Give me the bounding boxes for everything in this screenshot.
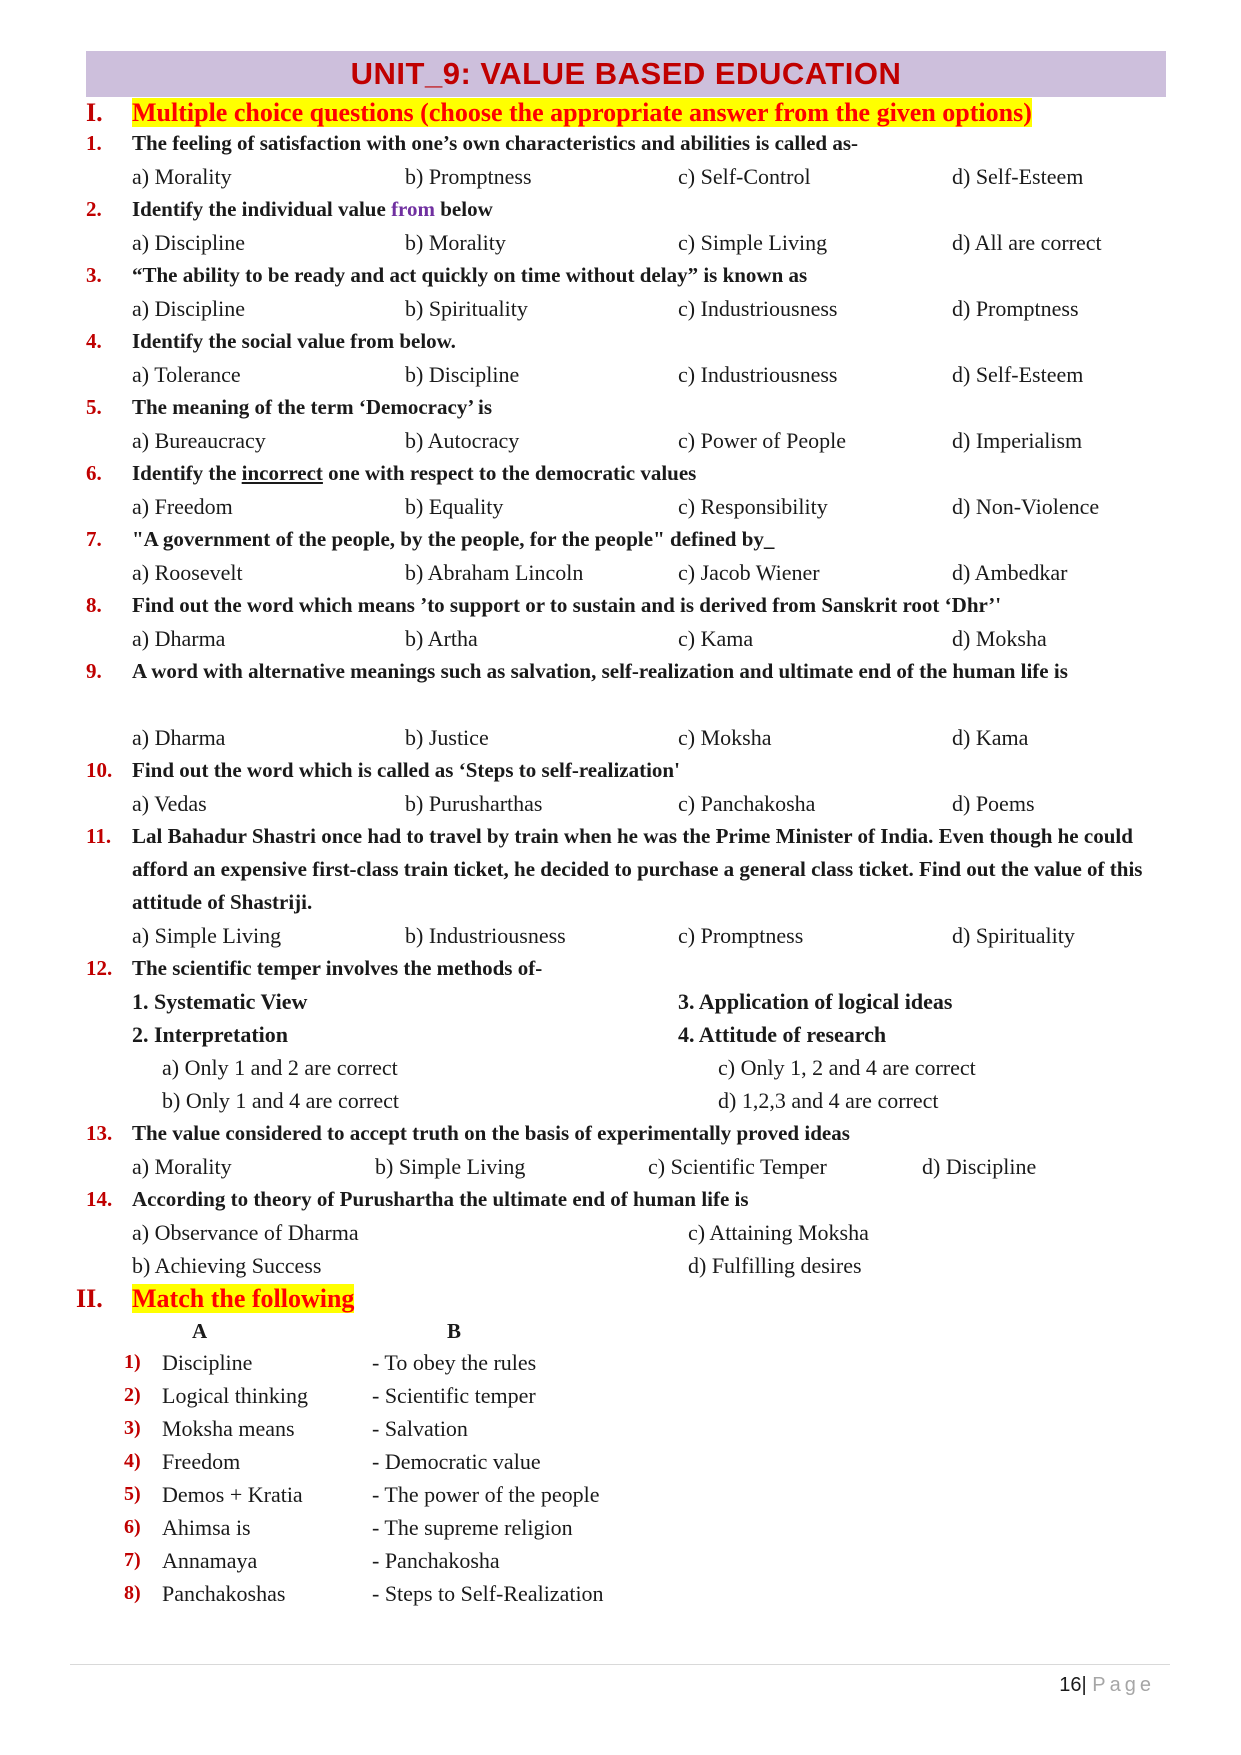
question-text: The scientific temper involves the methods of- (132, 956, 543, 980)
option-b: b) Discipline (405, 362, 520, 387)
question-text: The feeling of satisfaction with one’s own characteristics and abilities is called as- (132, 131, 859, 155)
match-number: 7) (124, 1549, 141, 1571)
section-2-number: II. (76, 1284, 103, 1313)
options-2 (132, 226, 1172, 259)
question-number: 6. (86, 461, 102, 485)
options-13 (132, 1150, 1172, 1183)
question-10 (86, 754, 1171, 787)
option-b: b) Equality (405, 494, 504, 519)
question-number: 11. (86, 824, 112, 848)
question-text: Lal Bahadur Shastri once had to travel by train when he was the Prime Minister of India. Even though he could afford an expensive first-class train ticket, he decided to purchase a general class ticket. Find out the value of this attitude of Shastriji. (132, 824, 1143, 914)
option-a: a) Dharma (132, 725, 226, 750)
question-5 (86, 391, 1171, 424)
question-text (132, 193, 1171, 226)
match-a: Freedom (162, 1449, 241, 1474)
match-a: Ahimsa is (162, 1515, 251, 1540)
page-number (1059, 1672, 1155, 1698)
question-number: 12. (86, 956, 113, 980)
match-number: 4) (124, 1450, 141, 1472)
question-14 (86, 1183, 1171, 1216)
question-number: 8. (86, 593, 102, 617)
option-a: a) Freedom (132, 494, 233, 519)
question-text: "A government of the people, by the people, for the people" defined by_ (132, 527, 775, 551)
question-text-part: one with respect to the democratic values (322, 461, 697, 485)
match-a: Annamaya (162, 1548, 258, 1573)
question-number: 7. (86, 527, 102, 551)
match-row (124, 1412, 824, 1445)
question-text-highlight: from (391, 197, 435, 221)
option-c: c) Promptness (678, 923, 804, 948)
question-4 (86, 325, 1171, 358)
option-d: d) Moksha (952, 626, 1047, 651)
option-a: a) Simple Living (132, 923, 282, 948)
match-b: - The power of the people (372, 1482, 600, 1507)
option-b: b) Simple Living (375, 1154, 526, 1179)
option-d: d) Self-Esteem (952, 164, 1084, 189)
options-1 (132, 160, 1172, 193)
option-c: c) Moksha (678, 725, 772, 750)
option-c: c) Simple Living (678, 230, 828, 255)
question-number: 2. (86, 197, 102, 221)
match-number: 5) (124, 1483, 141, 1505)
page-label: Page (1092, 1674, 1155, 1696)
question-number: 5. (86, 395, 102, 419)
option-c: c) Self-Control (678, 164, 811, 189)
match-number: 2) (124, 1384, 141, 1406)
question-text: The value considered to accept truth on the basis of experimentally proved ideas (132, 1121, 850, 1145)
match-number: 6) (124, 1516, 141, 1538)
option-a: a) Dharma (132, 626, 226, 651)
match-b: - Scientific temper (372, 1383, 536, 1408)
section-1-heading (86, 97, 1032, 129)
question-text-part: Identify the (132, 461, 242, 485)
option-a: a) Observance of Dharma (132, 1220, 359, 1245)
option-c: c) Scientific Temper (648, 1154, 827, 1179)
option-c: c) Only 1, 2 and 4 are correct (718, 1055, 976, 1080)
option-c: c) Panchakosha (678, 791, 816, 816)
options-8 (132, 622, 1172, 655)
option-c: c) Jacob Wiener (678, 560, 820, 585)
question-2 (86, 193, 1171, 226)
option-d: d) 1,2,3 and 4 are correct (718, 1088, 939, 1113)
section-2-heading (76, 1283, 354, 1315)
question-number: 3. (86, 263, 102, 287)
options-6 (132, 490, 1172, 523)
option-a: a) Morality (132, 1154, 232, 1179)
question-13 (86, 1117, 1171, 1150)
options-12-row-2 (132, 1084, 1172, 1117)
match-row (124, 1478, 824, 1511)
question-9 (86, 655, 1171, 688)
question-text: The meaning of the term ‘Democracy’ is (132, 395, 493, 419)
match-row (124, 1577, 824, 1610)
question-text: According to theory of Purushartha the ultimate end of human life is (132, 1187, 749, 1211)
option-a: a) Discipline (132, 230, 246, 255)
option-d: d) All are correct (952, 230, 1102, 255)
footer-divider (70, 1664, 1170, 1665)
option-c: c) Attaining Moksha (688, 1220, 869, 1245)
option-c: c) Industriousness (678, 362, 838, 387)
question-number: 14. (86, 1187, 113, 1211)
match-number: 1) (124, 1351, 141, 1373)
option-b: b) Morality (405, 230, 506, 255)
option-a: a) Roosevelt (132, 560, 243, 585)
match-a: Logical thinking (162, 1383, 309, 1408)
match-row (124, 1346, 824, 1379)
options-9 (132, 721, 1172, 754)
option-c: c) Kama (678, 626, 754, 651)
match-number: 8) (124, 1582, 141, 1604)
options-12-row-1 (132, 1051, 1172, 1084)
question-text: Find out the word which means ’to support or to sustain and is derived from Sanskrit root ‘Dhr’' (132, 593, 1002, 617)
option-a: a) Discipline (132, 296, 246, 321)
options-5 (132, 424, 1172, 457)
match-b: - Democratic value (372, 1449, 541, 1474)
option-b: b) Industriousness (405, 923, 566, 948)
option-b: b) Purusharthas (405, 791, 543, 816)
question-number: 1. (86, 131, 102, 155)
match-number: 3) (124, 1417, 141, 1439)
option-b: b) Justice (405, 725, 489, 750)
question-1 (86, 127, 1171, 160)
method-item: 2. Interpretation (132, 1022, 289, 1047)
match-a: Moksha means (162, 1416, 295, 1441)
match-row (124, 1511, 824, 1544)
option-b: b) Only 1 and 4 are correct (162, 1088, 400, 1113)
match-b: - The supreme religion (372, 1515, 573, 1540)
match-b: - Panchakosha (372, 1548, 500, 1573)
match-b: - Steps to Self-Realization (372, 1581, 604, 1606)
page-separator: | (1081, 1674, 1087, 1696)
question-text-underlined: incorrect (241, 461, 323, 485)
options-14-row-2 (132, 1249, 1172, 1282)
option-d: d) Poems (952, 791, 1035, 816)
option-d: d) Kama (952, 725, 1029, 750)
option-c: c) Power of People (678, 428, 847, 453)
question-6 (86, 457, 1171, 490)
question-number: 9. (86, 659, 102, 683)
question-number: 10. (86, 758, 113, 782)
option-d: d) Discipline (922, 1154, 1037, 1179)
options-10 (132, 787, 1172, 820)
method-item: 4. Attitude of research (678, 1022, 887, 1047)
match-a: Demos + Kratia (162, 1482, 303, 1507)
option-d: d) Fulfilling desires (688, 1253, 862, 1278)
option-b: b) Spirituality (405, 296, 528, 321)
option-b: b) Artha (405, 626, 478, 651)
option-d: d) Spirituality (952, 923, 1075, 948)
option-a: a) Bureaucracy (132, 428, 266, 453)
method-item: 1. Systematic View (132, 989, 308, 1014)
methods-row-2 (132, 1018, 1172, 1051)
question-text: A word with alternative meanings such as salvation, self-realization and ultimate end of the human life is (132, 659, 1068, 683)
option-b: b) Abraham Lincoln (405, 560, 584, 585)
options-7 (132, 556, 1172, 589)
question-number: 13. (86, 1121, 113, 1145)
options-14-row-1 (132, 1216, 1172, 1249)
column-a-header: A (192, 1319, 208, 1343)
option-a: a) Tolerance (132, 362, 241, 387)
question-text: Identify the social value from below. (132, 329, 456, 353)
section-2-title: Match the following (132, 1284, 355, 1313)
option-d: d) Ambedkar (952, 560, 1068, 585)
section-1-title: Multiple choice questions (choose the appropriate answer from the given options) (132, 98, 1032, 127)
options-11 (132, 919, 1172, 952)
options-3 (132, 292, 1172, 325)
question-text-part: Identify the individual value (132, 197, 392, 221)
methods-row-1 (132, 985, 1172, 1018)
option-d: d) Self-Esteem (952, 362, 1084, 387)
match-b: - To obey the rules (372, 1350, 537, 1375)
match-a: Panchakoshas (162, 1581, 286, 1606)
match-row (124, 1379, 824, 1412)
question-7 (86, 523, 1171, 556)
question-number: 4. (86, 329, 102, 353)
method-item: 3. Application of logical ideas (678, 989, 953, 1014)
match-a: Discipline (162, 1350, 253, 1375)
option-b: b) Autocracy (405, 428, 520, 453)
question-12 (86, 952, 1171, 985)
question-8 (86, 589, 1171, 622)
question-3 (86, 259, 1171, 292)
option-a: a) Vedas (132, 791, 207, 816)
option-c: c) Industriousness (678, 296, 838, 321)
options-4 (132, 358, 1172, 391)
section-1-number: I. (86, 98, 103, 127)
question-text: “The ability to be ready and act quickly on time without delay” is known as (132, 263, 808, 287)
question-text: Find out the word which is called as ‘Steps to self-realization' (132, 758, 680, 782)
unit-title: UNIT_9: VALUE BASED EDUCATION (86, 51, 1166, 97)
option-d: d) Non-Violence (952, 494, 1100, 519)
match-b: - Salvation (372, 1416, 468, 1441)
match-row (124, 1544, 824, 1577)
option-b: b) Achieving Success (132, 1253, 322, 1278)
option-c: c) Responsibility (678, 494, 828, 519)
option-a: a) Only 1 and 2 are correct (162, 1055, 398, 1080)
option-a: a) Morality (132, 164, 232, 189)
page-number-value: 16 (1059, 1674, 1082, 1696)
match-row (124, 1445, 824, 1478)
question-text-part: below (435, 197, 493, 221)
question-11 (86, 820, 1171, 919)
column-b-header: B (447, 1319, 462, 1343)
option-b: b) Promptness (405, 164, 532, 189)
question-text (132, 457, 1171, 490)
option-d: d) Promptness (952, 296, 1079, 321)
option-d: d) Imperialism (952, 428, 1083, 453)
